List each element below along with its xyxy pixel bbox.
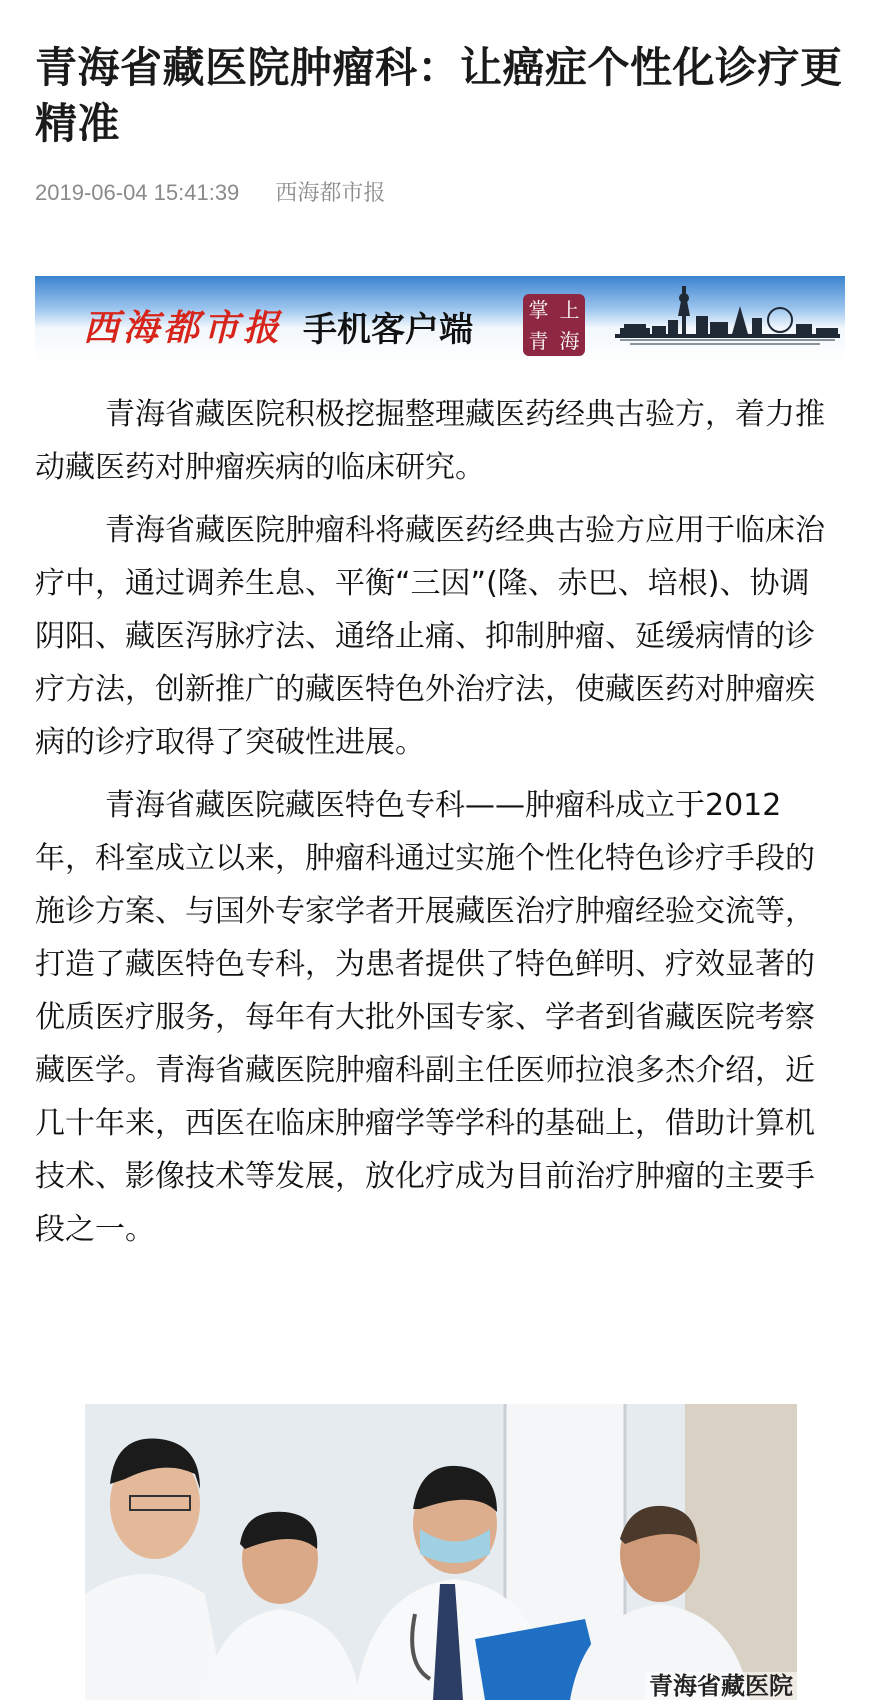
article-photo[interactable] [85, 1404, 797, 1700]
article-title: 青海省藏医院肿瘤科：让癌症个性化诊疗更精准 [35, 43, 843, 148]
seal-char: 掌 [528, 297, 549, 322]
seal-char: 海 [559, 328, 580, 353]
paragraph [35, 504, 835, 769]
doctors-photo [85, 1404, 797, 1700]
app-seal-logo [523, 294, 585, 356]
article-body [35, 388, 835, 1266]
newspaper-logo: 西海都市报 [83, 307, 284, 349]
paragraph-text: 青海省藏医院积极挖掘整理藏医药经典古验方，着力推动藏医药对肿瘤疾病的临床研究。 [35, 397, 825, 485]
city-skyline-illustration [610, 276, 845, 362]
seal-char: 上 [559, 297, 580, 322]
newspaper-app-banner[interactable] [35, 276, 845, 362]
article-header [35, 0, 847, 208]
article-meta [35, 178, 847, 208]
article-source[interactable]: 西海都市报 [275, 180, 386, 205]
paragraph-text: 青海省藏医院藏医特色专科——肿瘤科成立于2012年，科室成立以来，肿瘤科通过实施个性化特色诊疗手段的施诊方案、与国外专家学者开展藏医治疗肿瘤经验交流等，打造了藏医特色专科，为患者提供了特色鲜明、疗效显著的优质医疗服务，每年有大批外国专家、学者到省藏医院考察藏医学。青海省藏医院肿瘤科副主任医师拉浪多杰介绍，近几十年来，西医在临床肿瘤学等学科的基础上，借助计算机技术、影像技术等发展，放化疗成为目前治疗肿瘤的主要手段之一。 [35, 788, 815, 1247]
photo-watermark: 青海省藏医院 [645, 1672, 797, 1700]
publish-timestamp: 2019-06-04 15:41:39 [35, 180, 240, 205]
paragraph [35, 388, 835, 494]
seal-char: 青 [528, 328, 549, 353]
mobile-client-label: 手机客户端 [303, 310, 473, 350]
paragraph-text: 青海省藏医院肿瘤科将藏医药经典古验方应用于临床治疗中，通过调养生息、平衡“三因”(隆、赤巴、培根)、协调阴阳、藏医泻脉疗法、通络止痛、抑制肿瘤、延缓病情的诊疗方法，创新推广的藏医特色外治疗法，使藏医药对肿瘤疾病的诊疗取得了突破性进展。 [35, 513, 825, 760]
paragraph [35, 779, 835, 1256]
